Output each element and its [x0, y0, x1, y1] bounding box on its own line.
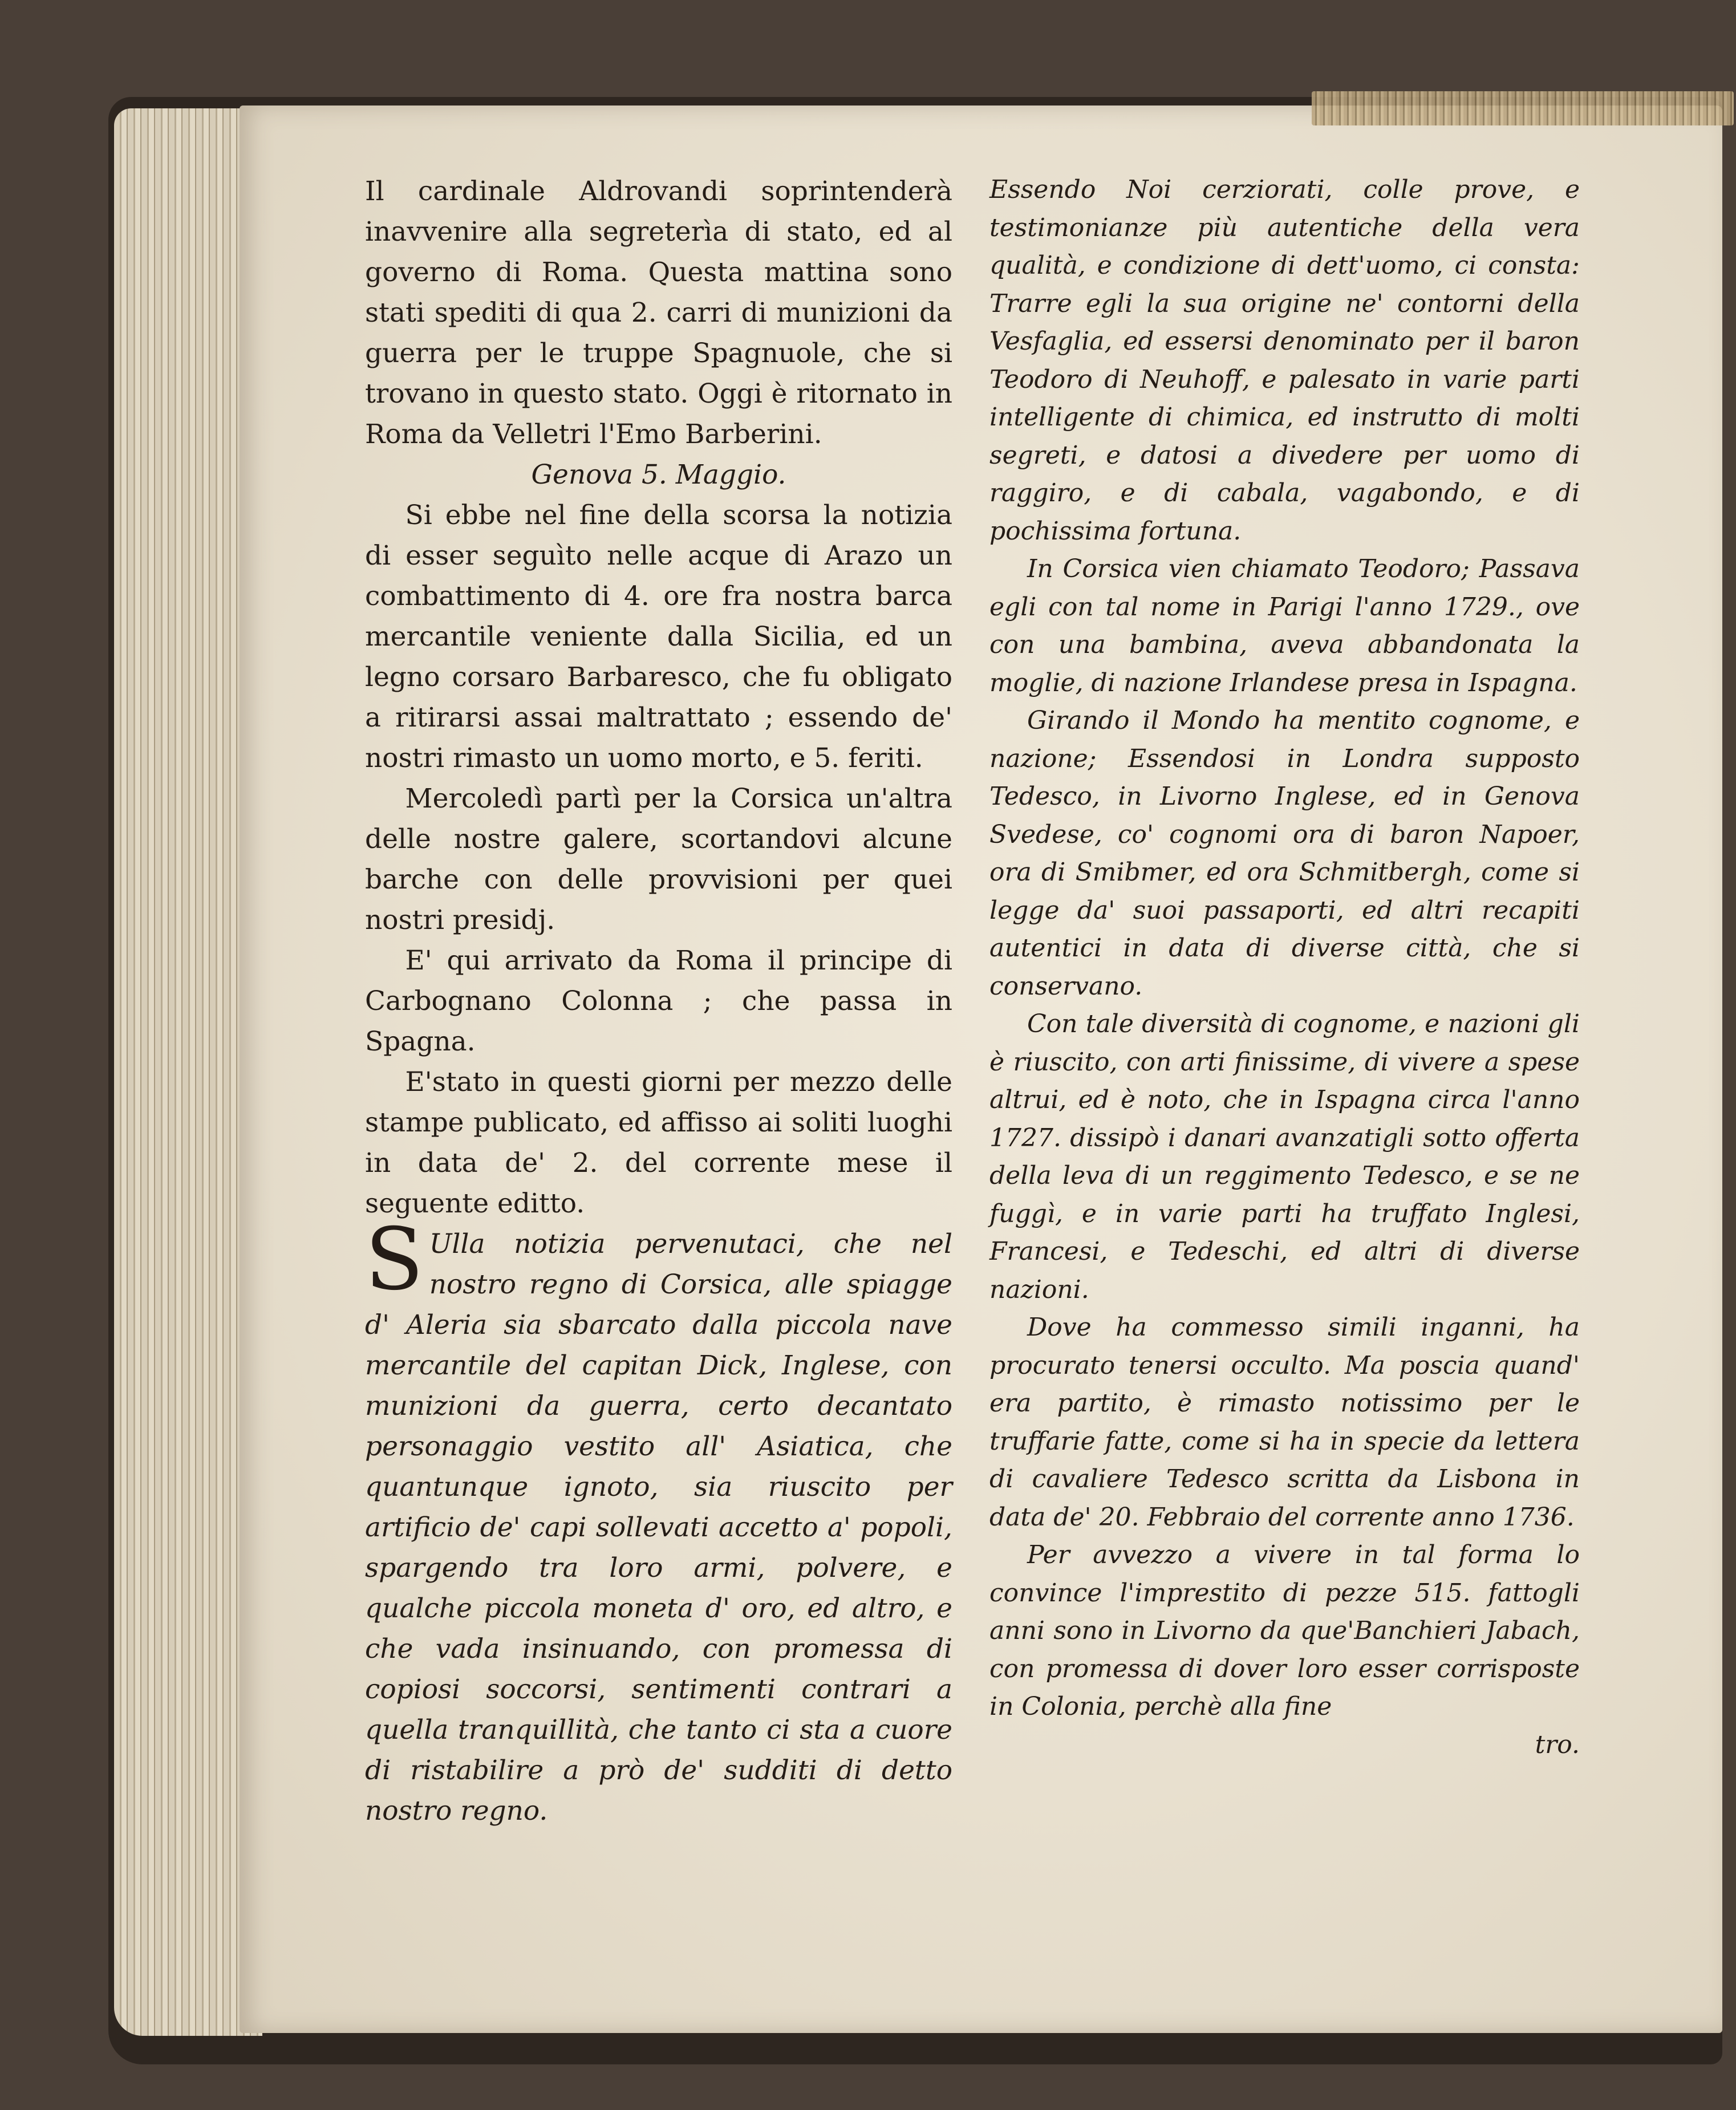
paragraph-teodoro: In Corsica vien chiamato Teodoro; Passava egli con tal nome in Parigi l'anno 1729., ove con una bambina, aveva abbandonata la moglie, di nazione Irlandese presa in Ispagna.	[989, 554, 1580, 697]
drop-cap: S	[365, 1210, 424, 1309]
binding-thread	[1312, 91, 1734, 125]
paragraph-cerziorati: Essendo Noi cerziorati, colle prove, e testimonianze più autentiche della vera qualità, e condizione di dett'uomo, ci consta: Trarre egli la sua origine ne' contorni della Vesfaglia, ed essersi denominato per il baron Teodoro di Neuhoff, e palesato in varie parti intelligente di chimica, ed instrutto di molti segreti, e datosi a divedere per uomo di raggiro, e di cabala, vagabondo, e di pochissima fortuna.	[989, 175, 1580, 546]
paragraph-imprestito: Per avvezzo a vivere in tal forma lo convince l'imprestito di pezze 515. fattogli anni sono in Livorno da que'Banchieri Jabach, con promessa di dover loro esser corrisposte in Colonia, perchè alla fine	[989, 1540, 1580, 1721]
catchword: tro.	[1535, 1730, 1580, 1759]
edict-paragraph	[365, 1210, 952, 1831]
right-column	[989, 171, 1580, 1764]
edict-text: Ulla notizia pervenutaci, che nel nostro regno di Corsica, alle spiagge d' Aleria sia sbarcato dalla piccola nave mercantile del capitan Dick, Inglese, con munizioni da guerra, certo decantato personaggio vestito all' Asiatica, che quantunque ignoto, sia riuscito per artificio de' capi sollevati accetto a' popoli, spargendo tra loro armi, polvere, e qualche piccola moneta d' oro, ed altro, e che vada insinuando, con promessa di copiosi soccorsi, sentimenti contrari a quella tranquillità, che tanto ci sta a cuore di ristabilire a prò de' sudditi di detto nostro regno.	[365, 1228, 952, 1827]
dateline-genova: Genova 5. Maggio.	[531, 459, 786, 490]
left-column	[365, 171, 952, 1831]
paragraph-combattimento: Si ebbe nel fine della scorsa la notizia di esser seguìto nelle acque di Arazo un combattimento di 4. ore fra nostra barca mercantile veniente dalla Sicilia, ed un legno corsaro Barbaresco, che fu obligato a ritirarsi assai maltrattato ; essendo de' nostri rimasto un uomo morto, e 5. feriti.	[365, 500, 952, 774]
paragraph-diversita: Con tale diversità di cognome, e nazioni gli è riuscito, con arti finissime, di vivere a spese altrui, ed è noto, che in Ispagna circa l'anno 1727. dissipò i danari avanzatigli sotto offerta della leva di un reggimento Tedesco, e se ne fuggì, e in varie parti ha truffato Inglesi, Francesi, e Tedeschi, ed altri di diverse nazioni.	[989, 1009, 1580, 1304]
paragraph-aldrovandi: Il cardinale Aldrovandi soprintenderà inavvenire alla segreterìa di stato, ed al governo di Roma. Questa mattina sono stati spediti di qua 2. carri di munizioni da guerra per le truppe Spagnuole, che si trovano in questo stato. Oggi è ritornato in Roma da Velletri l'Emo Barberini.	[365, 176, 952, 450]
paragraph-inganni: Dove ha commesso simili inganni, ha procurato tenersi occulto. Ma poscia quand' era partito, è rimasto notissimo per le truffarie fatte, come si ha in specie da lettera di cavaliere Tedesco scritta da Lisbona in data de' 20. Febbraio del corrente anno 1736.	[989, 1313, 1580, 1532]
paragraph-editto-intro: E'stato in questi giorni per mezzo delle stampe publicato, ed affisso ai soliti luoghi in data de' 2. del corrente mese il seguente editto.	[365, 1066, 952, 1219]
paragraph-principe: E' qui arrivato da Roma il principe di Carbognano Colonna ; che passa in Spagna.	[365, 945, 952, 1057]
paragraph-cognome: Girando il Mondo ha mentito cognome, e nazione; Essendosi in Londra supposto Tedesco, in Livorno Inglese, ed in Genova Svedese, co' cognomi ora di baron Napoer, ora di Smibmer, ed ora Schmitbergh, come si legge da' suoi passaporti, ed altri recapiti autentici in data di diverse città, che si conservano.	[989, 706, 1580, 1001]
paragraph-corsica-galere: Mercoledì partì per la Corsica un'altra delle nostre galere, scortandovi alcune barche con delle provvisioni per quei nostri presidj.	[365, 783, 952, 936]
